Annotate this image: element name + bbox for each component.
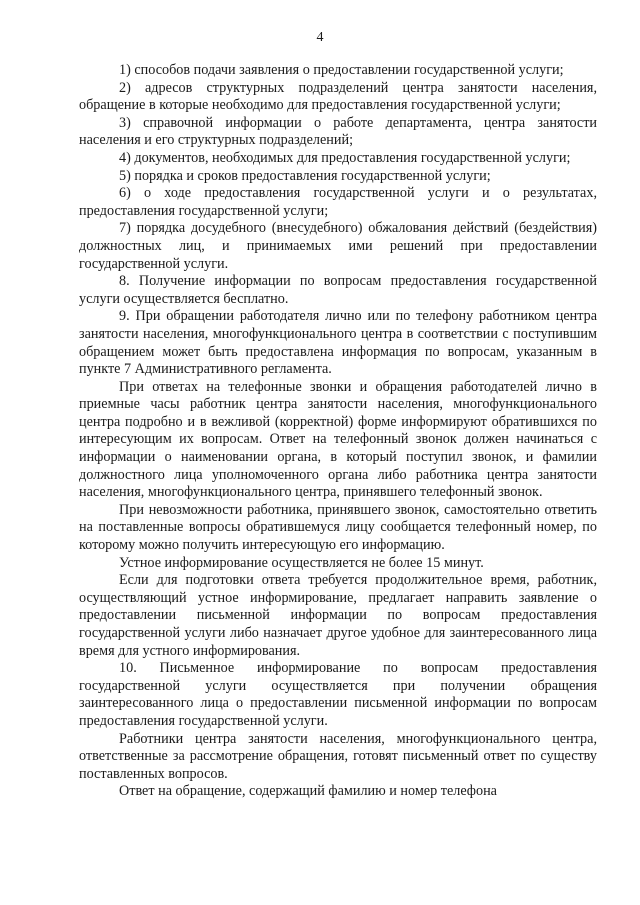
paragraph: 1) способов подачи заявления о предоставлении государственной услуги; xyxy=(119,62,564,78)
paragraph: 4) документов, необходимых для предоставления государственной услуги; xyxy=(119,149,571,166)
page-number: 4 xyxy=(316,30,324,45)
paragraph: Ответ на обращение, содержащий фамилию и номер телефона xyxy=(119,783,497,800)
paragraph: 7) порядка досудебного (внесудебного) обжалования действий (бездействия) должностных лиц, и принимаемых ими решений при предоставлении государственной услуги. xyxy=(79,220,597,272)
paragraph: При ответах на телефонные звонки и обращения работодателей лично в приемные часы работник центра занятости населения, многофункционального центра подробно и в вежливой (корректной) форме информируют обратившихся по интересующим их вопросам. Ответ на телефонный звонок должен начинаться с информации о наименовании органа, в который поступил звонок, и фамилии должностного лица уполномоченного органа либо работника центра занятости населения, многофункционального центра, принявшего телефонный звонок. xyxy=(79,378,597,501)
paragraph: 8. Получение информации по вопросам предоставления государственной услуги осуществляется бесплатно. xyxy=(79,273,597,307)
paragraph: Если для подготовки ответа требуется продолжительное время, работник, осуществляющий устное информирование, предлагает направить заявление о предоставлении письменной информации по вопросам предоставления государственной услуги либо назначает другое удобное для заинтересованного лица время для устного информирования. xyxy=(79,572,597,659)
paragraph: 9. При обращении работодателя лично или по телефону работником центра занятости населения, многофункционального центра в соответствии с поступившим обращением может быть предоставлена информация по вопросам, указанным в пункте 7 Административного регламента. xyxy=(79,308,597,378)
paragraph: 2) адресов структурных подразделений центра занятости населения, обращение в которые необходимо для предоставления государственной услуги; xyxy=(79,79,597,114)
paragraph: При невозможности работника, принявшего звонок, самостоятельно ответить на поставленные вопросы обратившемуся лицу сообщается телефонный номер, по которому можно получить интересующую его информацию. xyxy=(79,501,597,554)
paragraph: Устное информирование осуществляется не более 15 минут. xyxy=(119,554,484,571)
document-body xyxy=(79,62,597,801)
paragraph: 5) порядка и сроков предоставления государственной услуги; xyxy=(119,167,491,184)
paragraph: Работники центра занятости населения, многофункционального центра, ответственные за рассмотрение обращения, готовят письменный ответ по существу поставленных вопросов. xyxy=(79,730,597,782)
paragraph: 6) о ходе предоставления государственной услуги и о результатах, предоставления государственной услуги; xyxy=(79,185,597,219)
paragraph: 10. Письменное информирование по вопросам предоставления государственной услуги осуществляется при получении обращения заинтересованного лица о предоставлении письменной информации по вопросам предоставления государственной услуги. xyxy=(79,660,597,729)
paragraph: 3) справочной информации о работе департамента, центра занятости населения и его структурных подразделений; xyxy=(79,114,597,149)
